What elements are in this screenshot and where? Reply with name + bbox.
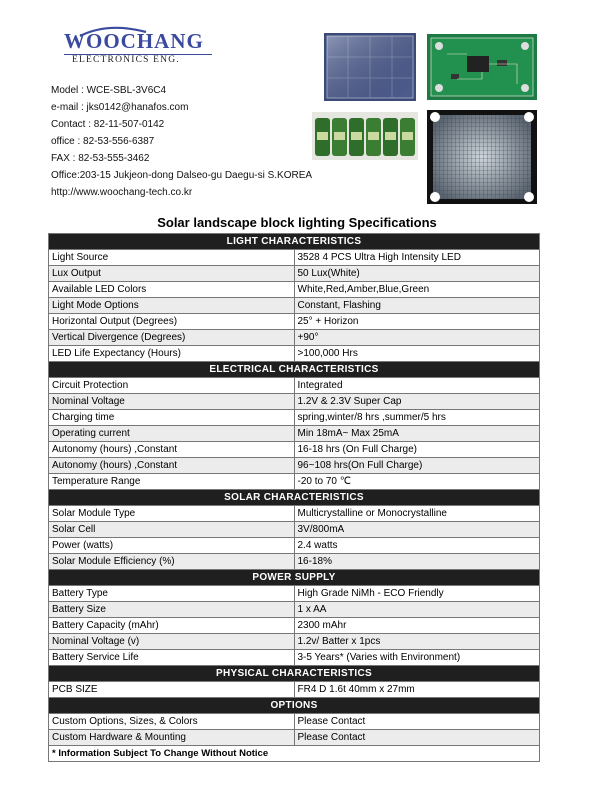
- section-heading: OPTIONS: [49, 698, 540, 714]
- table-row: [49, 714, 540, 730]
- spec-label: Vertical Divergence (Degrees): [49, 330, 295, 346]
- table-row: [49, 426, 540, 442]
- table-row: [49, 602, 540, 618]
- spec-value: 2300 mAhr: [294, 618, 540, 634]
- spec-label: Battery Size: [49, 602, 295, 618]
- spec-value: Please Contact: [294, 714, 540, 730]
- logo-name: WOOCHANG: [64, 29, 204, 53]
- spec-label: Solar Cell: [49, 522, 295, 538]
- table-row: [49, 282, 540, 298]
- spec-label: Custom Options, Sizes, & Colors: [49, 714, 295, 730]
- table-row: [49, 298, 540, 314]
- pcb-board-photo: [427, 34, 537, 100]
- footnote: * Information Subject To Change Without Notice: [49, 746, 540, 762]
- table-row: [49, 250, 540, 266]
- section-header: [49, 234, 540, 250]
- table-row: [49, 314, 540, 330]
- table-row: [49, 474, 540, 490]
- spec-label: Temperature Range: [49, 474, 295, 490]
- section-heading: LIGHT CHARACTERISTICS: [49, 234, 540, 250]
- table-row: [49, 442, 540, 458]
- footnote-row: [49, 746, 540, 762]
- address-line: Office:203-15 Jukjeon-dong Dalseo-gu Daegu-si S.KOREA: [51, 170, 313, 181]
- company-logo: [64, 30, 234, 78]
- office-phone-line: office : 82-53-556-6387: [51, 136, 155, 147]
- section-header: [49, 666, 540, 682]
- spec-value: 3V/800mA: [294, 522, 540, 538]
- section-heading: PHYSICAL CHARACTERISTICS: [49, 666, 540, 682]
- spec-value: White,Red,Amber,Blue,Green: [294, 282, 540, 298]
- table-row: [49, 538, 540, 554]
- super-capacitor-photo: [312, 112, 418, 160]
- spec-value: Please Contact: [294, 730, 540, 746]
- spec-label: Lux Output: [49, 266, 295, 282]
- spec-label: Solar Module Efficiency (%): [49, 554, 295, 570]
- spec-label: Circuit Protection: [49, 378, 295, 394]
- table-row: [49, 682, 540, 698]
- spec-value: 96~108 hrs(On Full Charge): [294, 458, 540, 474]
- table-row: [49, 378, 540, 394]
- table-row: [49, 522, 540, 538]
- table-row: [49, 266, 540, 282]
- spec-label: Nominal Voltage: [49, 394, 295, 410]
- spec-value: 3-5 Years* (Varies with Environment): [294, 650, 540, 666]
- website-link[interactable]: http://www.woochang-tech.co.kr: [51, 187, 193, 198]
- table-row: [49, 458, 540, 474]
- spec-value: Multicrystalline or Monocrystalline: [294, 506, 540, 522]
- spec-value: 2.4 watts: [294, 538, 540, 554]
- table-row: [49, 506, 540, 522]
- page-title: Solar landscape block lighting Specifications: [157, 215, 437, 230]
- spec-value: High Grade NiMh - ECO Friendly: [294, 586, 540, 602]
- table-row: [49, 410, 540, 426]
- spec-label: Light Mode Options: [49, 298, 295, 314]
- spec-value: 25° + Horizon: [294, 314, 540, 330]
- spec-label: Light Source: [49, 250, 295, 266]
- spec-value: Integrated: [294, 378, 540, 394]
- spec-value: Constant, Flashing: [294, 298, 540, 314]
- spec-label: Autonomy (hours) ,Constant: [49, 442, 295, 458]
- logo-subtitle: ELECTRONICS ENG.: [64, 54, 212, 66]
- table-row: [49, 650, 540, 666]
- phone-line: Contact : 82-11-507-0142: [51, 119, 165, 130]
- spec-value: -20 to 70 ℃: [294, 474, 540, 490]
- spec-label: Operating current: [49, 426, 295, 442]
- table-row: [49, 618, 540, 634]
- section-heading: ELECTRICAL CHARACTERISTICS: [49, 362, 540, 378]
- spec-label: Charging time: [49, 410, 295, 426]
- table-row: [49, 330, 540, 346]
- section-header: [49, 570, 540, 586]
- spec-value: 3528 4 PCS Ultra High Intensity LED: [294, 250, 540, 266]
- table-row: [49, 394, 540, 410]
- spec-label: Nominal Voltage (v): [49, 634, 295, 650]
- spec-value: 16-18 hrs (On Full Charge): [294, 442, 540, 458]
- spec-label: Horizontal Output (Degrees): [49, 314, 295, 330]
- spec-label: Autonomy (hours) ,Constant: [49, 458, 295, 474]
- table-row: [49, 346, 540, 362]
- spec-label: Battery Capacity (mAhr): [49, 618, 295, 634]
- spec-label: Power (watts): [49, 538, 295, 554]
- spec-label: Custom Hardware & Mounting: [49, 730, 295, 746]
- spec-value: 1.2v/ Batter x 1pcs: [294, 634, 540, 650]
- lit-block-photo: [427, 110, 537, 204]
- table-row: [49, 586, 540, 602]
- spec-label: Battery Type: [49, 586, 295, 602]
- section-heading: POWER SUPPLY: [49, 570, 540, 586]
- spec-label: PCB SIZE: [49, 682, 295, 698]
- section-header: [49, 698, 540, 714]
- spec-table: [48, 233, 540, 762]
- section-heading: SOLAR CHARACTERISTICS: [49, 490, 540, 506]
- spec-label: Solar Module Type: [49, 506, 295, 522]
- spec-value: +90°: [294, 330, 540, 346]
- model-line: Model : WCE-SBL-3V6C4: [51, 85, 167, 96]
- spec-label: LED Life Expectancy (Hours): [49, 346, 295, 362]
- spec-value: FR4 D 1.6t 40mm x 27mm: [294, 682, 540, 698]
- table-row: [49, 634, 540, 650]
- spec-value: 16-18%: [294, 554, 540, 570]
- contact-block: [51, 82, 312, 201]
- table-row: [49, 554, 540, 570]
- spec-value: Min 18mA~ Max 25mA: [294, 426, 540, 442]
- spec-value: 1.2V & 2.3V Super Cap: [294, 394, 540, 410]
- fax-line: FAX : 82-53-555-3462: [51, 153, 150, 164]
- spec-value: 1 x AA: [294, 602, 540, 618]
- spec-value: 50 Lux(White): [294, 266, 540, 282]
- spec-label: Battery Service Life: [49, 650, 295, 666]
- section-header: [49, 362, 540, 378]
- solar-panel-photo: [324, 33, 416, 101]
- table-row: [49, 730, 540, 746]
- spec-value: >100,000 Hrs: [294, 346, 540, 362]
- email-line: e-mail : jks0142@hanafos.com: [51, 102, 189, 113]
- spec-label: Available LED Colors: [49, 282, 295, 298]
- spec-value: spring,winter/8 hrs ,summer/5 hrs: [294, 410, 540, 426]
- section-header: [49, 490, 540, 506]
